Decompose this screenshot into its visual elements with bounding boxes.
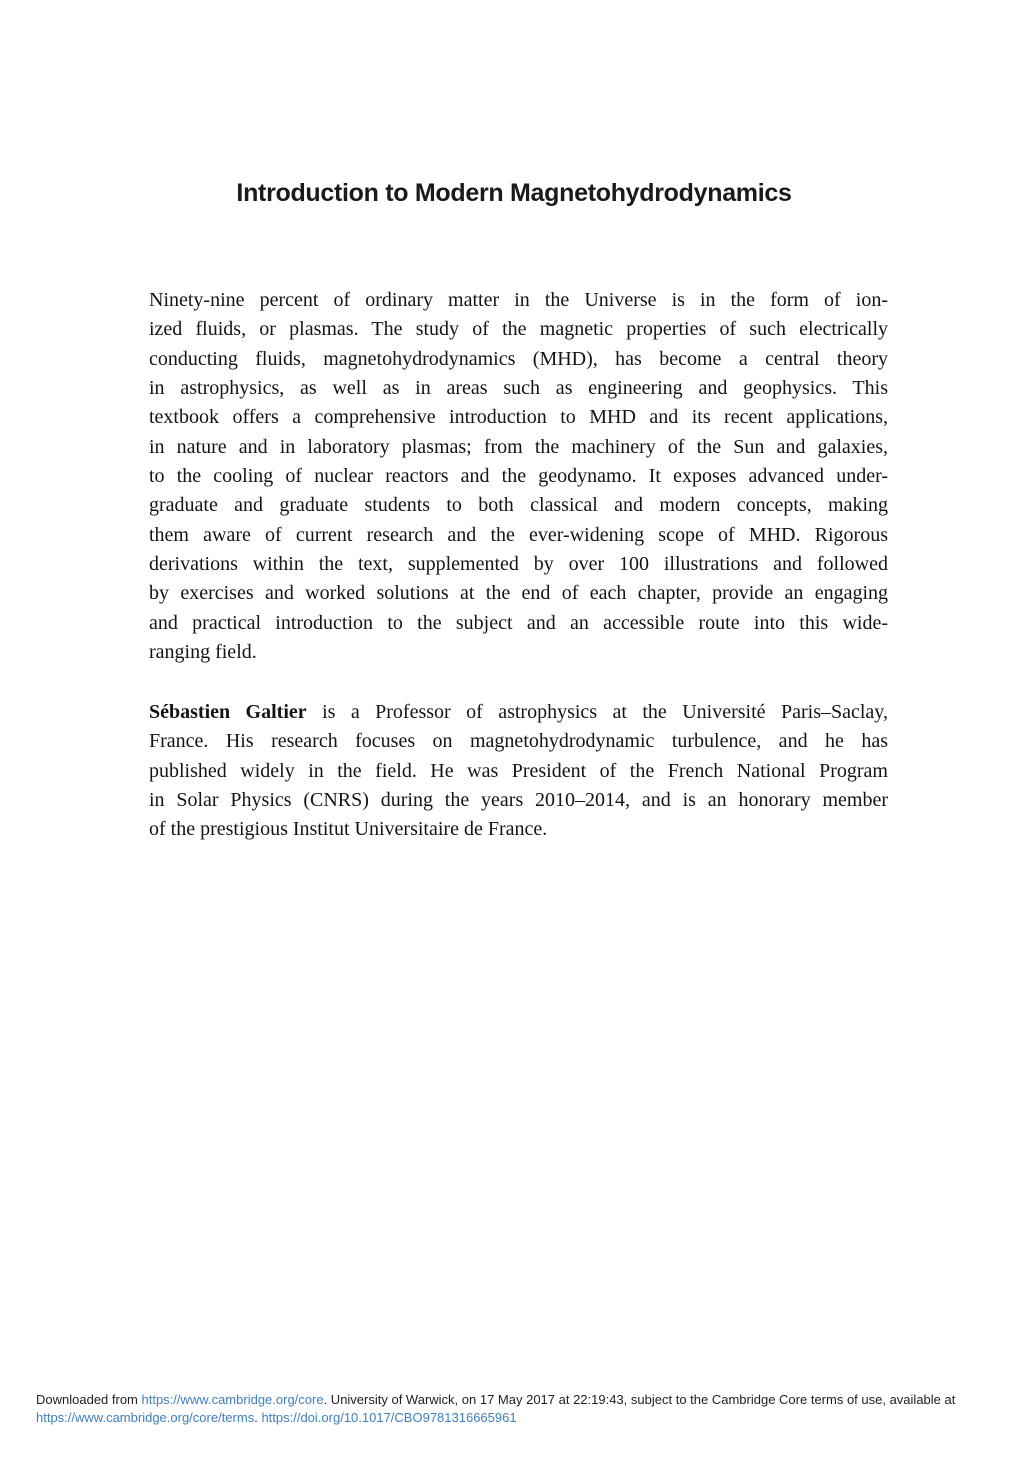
text-line: graduate and graduate students to both classical and modern concepts, making [149,494,888,517]
text-line: Ninety-nine percent of ordinary matter in the Universe is in the form of ion- [149,289,888,311]
text-line: ranging field. [149,641,257,664]
terms-link[interactable]: https://www.cambridge.org/core/terms [36,1409,255,1425]
text-line: and practical introduction to the subject and an accessible route into this wide- [149,611,888,634]
author-name: Sébastien Galtier [149,701,307,723]
author-bio-paragraph [149,698,888,845]
text-line: conducting fluids, magnetohydrodynamics (MHD), has become a central theory [149,347,888,370]
text-line: published widely in the field. He was President of the French National Program [149,759,888,782]
text-line: France. His research focuses on magnetohydrodynamic turbulence, and he has [149,730,888,753]
doi-link[interactable]: https://doi.org/10.1017/CBO9781316665961 [261,1409,517,1425]
text-line [149,698,888,727]
footer-downloaded-text: Downloaded from [36,1392,142,1407]
text-line: to the cooling of nuclear reactors and the geodynamo. It exposes advanced under- [149,465,888,488]
text-line: them aware of current research and the ever-widening scope of MHD. Rigorous [149,523,888,546]
cambridge-core-link[interactable]: https://www.cambridge.org/core [141,1392,324,1407]
footer [36,1391,996,1426]
text-line: ized fluids, or plasmas. The study of the magnetic properties of such electrically [149,318,888,341]
description-paragraph [149,286,888,667]
text-line: in nature and in laboratory plasmas; from the machinery of the Sun and galaxies, [149,435,888,458]
page-title: Introduction to Modern Magnetohydrodynamics [236,179,792,207]
text-line: textbook offers a comprehensive introduction to MHD and its recent applications, [149,406,888,429]
text-line: in astrophysics, as well as in areas such as engineering and geophysics. This [149,377,888,400]
footer-line-2 [36,1409,996,1427]
text-line: in Solar Physics (CNRS) during the years 2010–2014, and is an honorary member [149,789,888,812]
text-line: by exercises and worked solutions at the end of each chapter, provide an engaging [149,582,888,605]
footer-access-text: . University of Warwick, on 17 May 2017 at 22:19:43, subject to the Cambridge Core terms of use, available at [323,1392,956,1407]
footer-separator: . [254,1409,262,1425]
bio-line-rest: is a Professor of astrophysics at the Université Paris–Saclay, [306,701,888,723]
text-line: derivations within the text, supplemented by over 100 illustrations and followed [149,553,888,576]
text-line: of the prestigious Institut Universitaire de France. [149,818,548,841]
footer-line-1 [36,1391,996,1409]
